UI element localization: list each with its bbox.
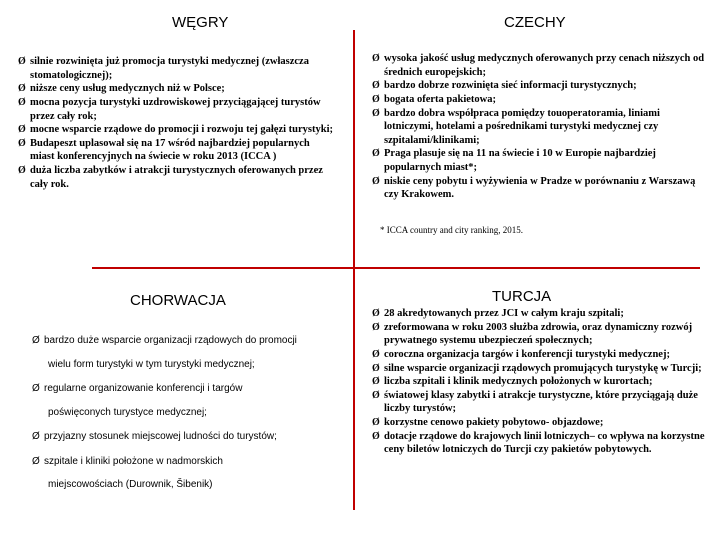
arrow-bullet-icon: Ø [18, 165, 26, 177]
list-item: Ø silnie rozwinięta już promocja turystyki medycznej (zwłaszcza stomatologicznej); [18, 56, 309, 81]
arrow-bullet-icon: Ø [32, 335, 40, 346]
list-item: Ø niższe ceny usług medycznych niż w Polsce; [18, 83, 225, 95]
arrow-bullet-icon: Ø [18, 124, 26, 136]
arrow-bullet-icon: Ø [32, 455, 40, 467]
arrow-bullet-icon: Ø [372, 376, 380, 388]
arrow-bullet-icon: Ø [372, 321, 380, 333]
arrow-bullet-icon: Ø [372, 417, 380, 429]
list-item: Ø coroczna organizacja targów i konferencji turystyki medycznej; [372, 348, 670, 360]
list-item: Ø szpitale i kliniki położone w nadmorskich miejscowościach (Durownik, Šibenik) [32, 455, 223, 490]
horizontal-divider [92, 267, 700, 269]
czech-list [372, 52, 707, 202]
list-item: Ø liczba szpitali i klinik medycznych położonych w kurortach; [372, 376, 653, 388]
list-item: Ø bardzo duże wsparcie organizacji rządowych do promocji wielu form turystyki w tym turystyki medycznej; [32, 335, 297, 370]
czech-footnote: * ICCA country and city ranking, 2015. [380, 225, 523, 235]
czech-title: CZECHY [504, 14, 566, 31]
list-item: Ø mocna pozycja turystyki uzdrowiskowej przyciągającej turystów przez cały rok; [18, 96, 321, 122]
arrow-bullet-icon: Ø [372, 430, 380, 442]
turkey-title: TURCJA [492, 288, 552, 305]
arrow-bullet-icon: Ø [32, 383, 40, 394]
arrow-bullet-icon: Ø [18, 56, 26, 67]
list-item: Ø wysoka jakość usług medycznych oferowanych przy cenach niższych od średnich europejskich; [372, 53, 705, 78]
list-item: Ø 28 akredytowanych przez JCI w całym kraju szpitali; [372, 308, 624, 319]
turkey-list [372, 307, 712, 457]
list-item: Ø niskie ceny pobytu i wyżywienia w Pradze w porównaniu z Warszawą czy Krakowem. [372, 175, 696, 201]
arrow-bullet-icon: Ø [18, 83, 26, 95]
list-item: Ø bardzo dobra współpraca pomiędzy touoperatoramia, liniami lotniczymi, hotelami a pośrednikami turystyki medycznej czy szpitalami/klinikami; [372, 107, 660, 146]
arrow-bullet-icon: Ø [372, 53, 380, 64]
arrow-bullet-icon: Ø [372, 107, 380, 119]
hungary-title: WĘGRY [172, 14, 229, 31]
list-item: Ø korzystne cenowo pakiety pobytowo- objazdowe; [372, 417, 604, 429]
hungary-list [18, 55, 336, 191]
list-item: Ø bardzo dobrze rozwinięta sieć informacji turystycznych; [372, 80, 637, 92]
arrow-bullet-icon: Ø [18, 96, 26, 108]
list-item: Ø Budapeszt uplasował się na 17 wśród najbardziej popularnych miast konferencyjnych na świecie w roku 2013 (ICCA ) [18, 137, 310, 163]
arrow-bullet-icon: Ø [372, 389, 380, 401]
arrow-bullet-icon: Ø [32, 431, 40, 442]
list-item: Ø dotacje rządowe do krajowych linii lotniczych– co wpływa na korzystne ceny biletów lotniczych do Turcji czy pakietów pobytowych. [372, 430, 705, 456]
list-item: Ø duża liczba zabytków i atrakcji turystycznych oferowanych przez cały rok. [18, 165, 323, 190]
arrow-bullet-icon: Ø [372, 80, 380, 92]
list-item: Ø przyjazny stosunek miejscowej ludności do turystów; [32, 431, 277, 442]
vertical-divider [353, 30, 355, 510]
list-item: Ø silne wsparcie organizacji rządowych promujących turystykę w Turcji; [372, 362, 702, 374]
arrow-bullet-icon: Ø [372, 175, 380, 187]
arrow-bullet-icon: Ø [372, 148, 380, 160]
list-item: Ø mocne wsparcie rządowe do promocji i rozwoju tej gałęzi turystyki; [18, 124, 333, 136]
list-item: Ø światowej klasy zabytki i atrakcje turystyczne, które przyciągają duże liczby turystów; [372, 389, 698, 415]
arrow-bullet-icon: Ø [372, 348, 380, 360]
arrow-bullet-icon: Ø [372, 93, 380, 105]
list-item: Ø bogata oferta pakietowa; [372, 93, 496, 105]
list-item: Ø zreformowana w roku 2003 służba zdrowia, oraz dynamiczny rozwój prywatnego systemu ubezpieczeń społecznych; [372, 321, 693, 347]
list-item: Ø regularne organizowanie konferencji i targów poświęconych turystyce medycznej; [32, 383, 243, 418]
croatia-title: CHORWACJA [130, 292, 226, 309]
arrow-bullet-icon: Ø [372, 362, 380, 374]
croatia-list [32, 334, 347, 503]
list-item: Ø Praga plasuje się na 11 na świecie i 10 w Europie najbardziej popularnych miast*; [372, 148, 656, 174]
arrow-bullet-icon: Ø [372, 308, 380, 319]
arrow-bullet-icon: Ø [18, 137, 26, 149]
